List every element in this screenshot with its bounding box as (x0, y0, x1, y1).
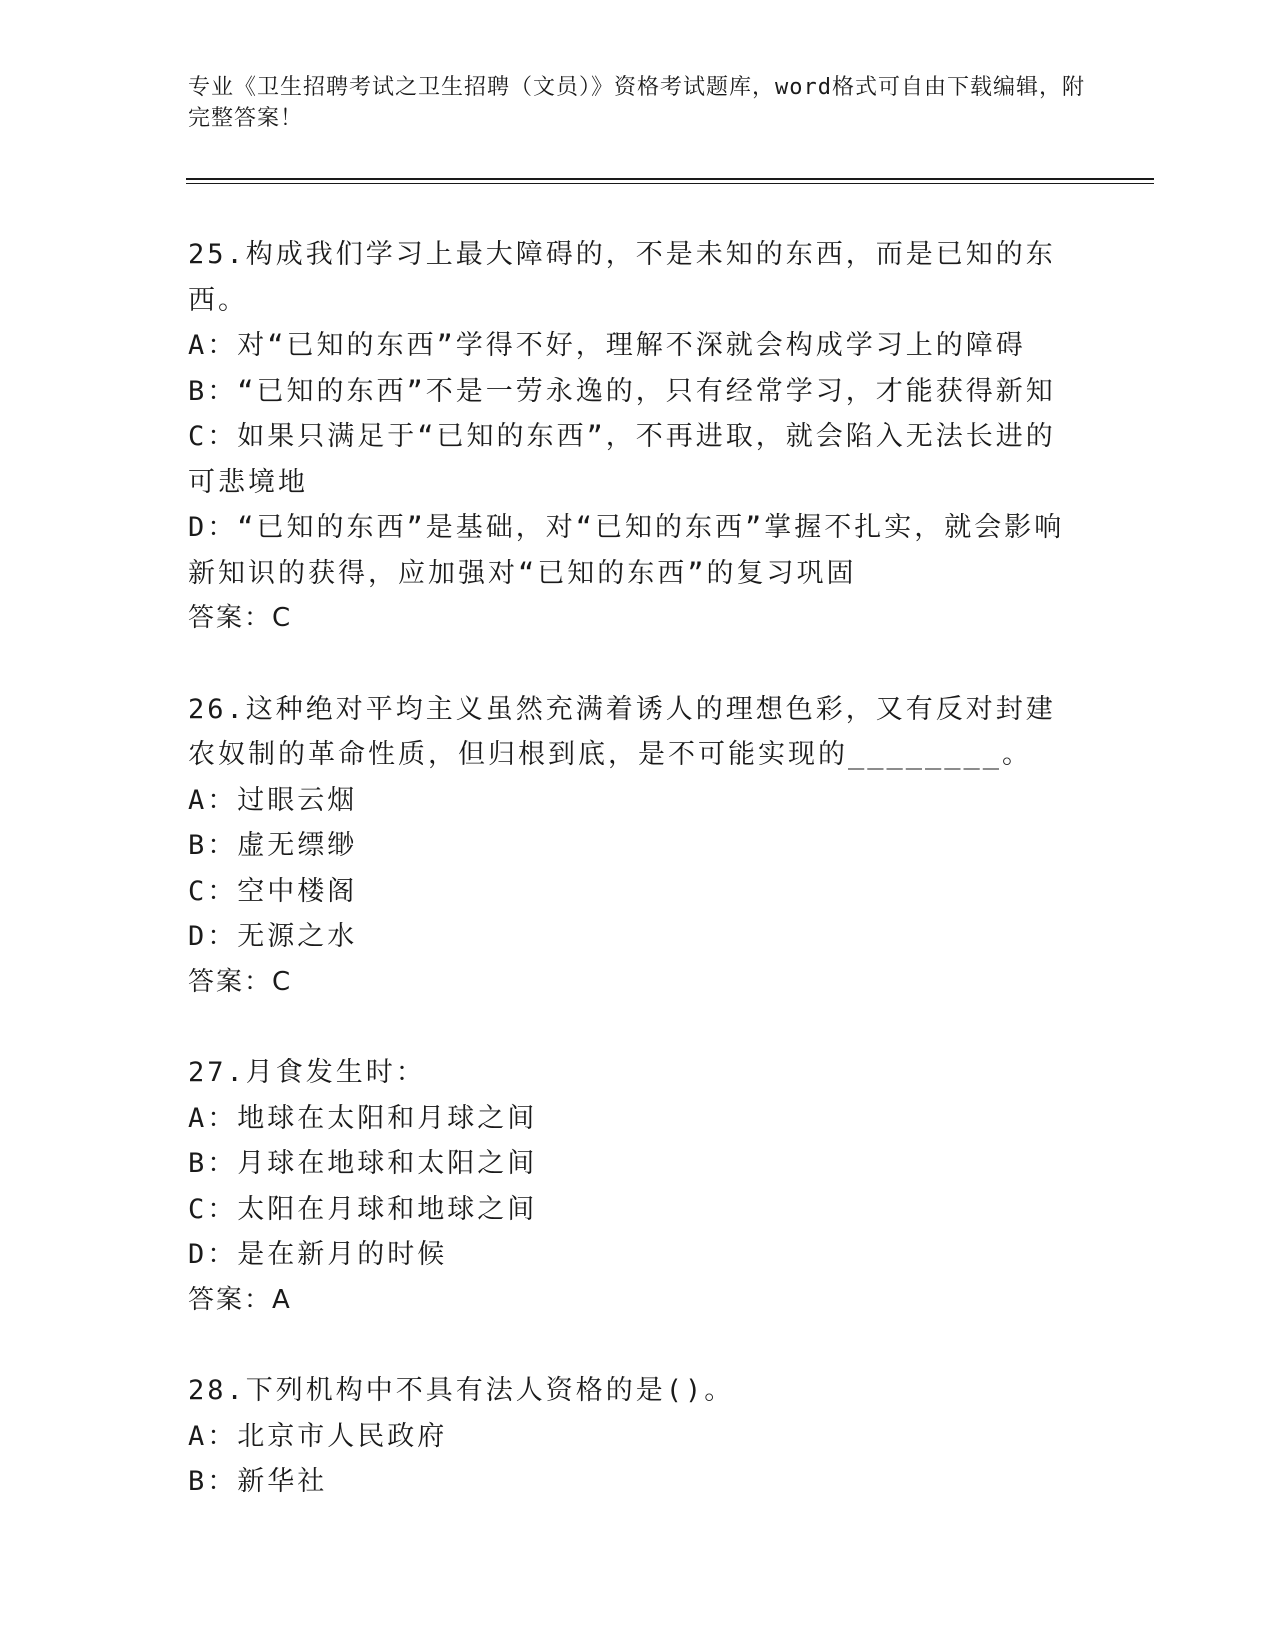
question-26 (188, 687, 1078, 1006)
question-stem: 26.这种绝对平均主义虽然充满着诱人的理想色彩，又有反对封建农奴制的革命性质，但归根到底，是不可能实现的________。 (188, 693, 1056, 770)
option-b: B：“已知的东西”不是一劳永逸的，只有经常学习，才能获得新知 (188, 375, 1056, 407)
option-d: D：无源之水 (188, 921, 358, 952)
header-divider (186, 178, 1154, 180)
option-c: C：如果只满足于“已知的东西”，不再进取，就会陷入无法长进的可悲境地 (188, 421, 1056, 498)
option-b: B：虚无缥缈 (188, 830, 358, 861)
question-28 (188, 1368, 1078, 1505)
answer-line: 答案：A (188, 1284, 292, 1315)
option-d: D：是在新月的时候 (188, 1239, 448, 1270)
question-list (188, 232, 1078, 1550)
question-stem: 25.构成我们学习上最大障碍的，不是未知的东西，而是已知的东西。 (188, 239, 1056, 316)
question-25 (188, 232, 1078, 642)
header-divider-thin (186, 183, 1154, 184)
question-27 (188, 1050, 1078, 1323)
option-b: B：月球在地球和太阳之间 (188, 1148, 538, 1179)
option-d: D：“已知的东西”是基础，对“已知的东西”掌握不扎实，就会影响新知识的获得，应加强对“已知的东西”的复习巩固 (188, 512, 1065, 589)
option-b: B：新华社 (188, 1466, 328, 1497)
answer-line: 答案：C (188, 966, 293, 997)
question-stem: 27.月食发生时： (188, 1057, 426, 1088)
option-a: A：地球在太阳和月球之间 (188, 1102, 538, 1134)
answer-line: 答案：C (188, 603, 293, 633)
option-a: A：对“已知的东西”学得不好，理解不深就会构成学习上的障碍 (188, 330, 1026, 361)
document-header: 专业《卫生招聘考试之卫生招聘（文员）》资格考试题库，word格式可自由下载编辑，附完整答案！ (188, 75, 1085, 131)
option-a: A：北京市人民政府 (188, 1420, 448, 1452)
question-stem: 28.下列机构中不具有法人资格的是()。 (188, 1375, 735, 1406)
option-a: A：过眼云烟 (188, 784, 358, 816)
option-c: C：空中楼阁 (188, 875, 358, 907)
option-c: C：太阳在月球和地球之间 (188, 1193, 538, 1225)
